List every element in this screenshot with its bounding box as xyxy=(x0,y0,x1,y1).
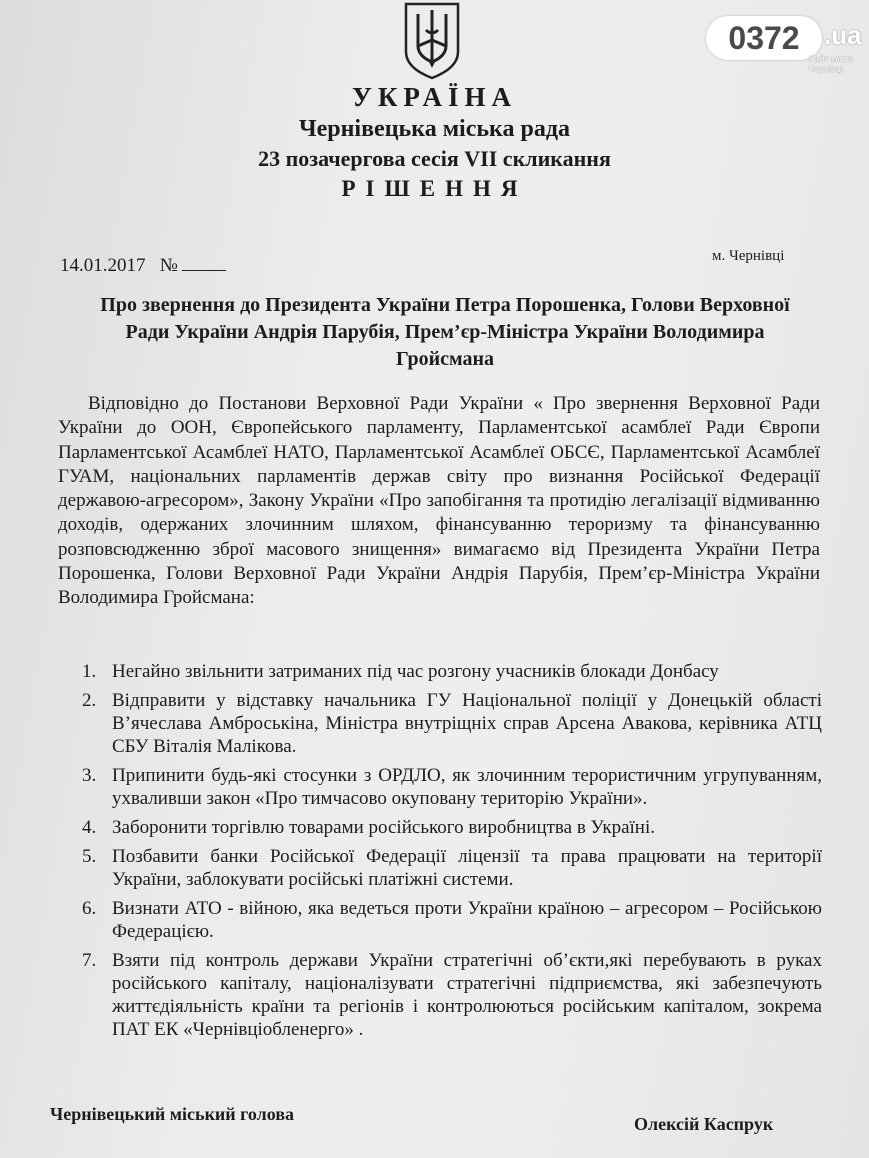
header-council: Чернівецька міська рада xyxy=(298,116,571,142)
header-country: УКРАЇНА xyxy=(352,82,517,112)
decision-city: м. Чернівці xyxy=(712,248,785,264)
header-session: 23 позачергова сесія VII скликання xyxy=(258,146,611,171)
demands-list xyxy=(82,660,822,1047)
demand-text: Позбавити банки Російської Федерації ліцензії та права працювати на території України, заблокувати російські платіжні системи. xyxy=(112,846,822,890)
decision-date: 14.01.2017 xyxy=(60,255,146,276)
demand-item xyxy=(82,689,822,758)
trident-icon xyxy=(396,0,468,80)
watermark-subtitle: Сайт міста Чернівці xyxy=(808,54,853,74)
site-watermark xyxy=(706,16,862,78)
demand-text: Визнати АТО - війною, яка ведеться проти України країною – агресором – Російською Федерацією. xyxy=(112,898,822,942)
signature-name: Олексій Каспрук xyxy=(634,1114,774,1134)
decision-number-blank xyxy=(182,254,226,271)
demand-number: 3. xyxy=(82,765,97,786)
demand-item xyxy=(82,816,822,839)
decision-body: Відповідно до Постанови Верховної Ради України « Про звернення Верховної Ради України до ООН, Європейського парламенту, Парламентської асамблеї Ради Європи Парламентської Асамблеї НАТО, Парламентської Асамблеї ОБСЄ, Парламентської Асамблеї ГУАМ, національних парламентів держав світу про визнання Російської Федерації державою-агресором», Закону України «Про запобігання та протидію легалізації відмиванню доходів, одержаних злочинним шляхом, фінансуванню тероризму та фінансуванню розповсюдженню зброї масового знищення» вимагаємо від Президента України Петра Порошенка, Голови Верховної Ради України Андрія Парубія, Прем’єр-Міністра України Володимира Гройсмана: xyxy=(58,393,820,609)
demand-number: 6. xyxy=(82,898,97,919)
watermark-brand: 0372 xyxy=(706,16,822,60)
demand-text: Взяти під контроль держави України стратегічні об’єкти,які перебувають в руках російського капіталу, націоналізувати стратегічні підприємства, які забезпечують життєдіяльність країни та регіонів і контролюються російським капіталом, зокрема ПАТ ЕК «Чернівціобленерго» . xyxy=(112,950,822,1040)
demand-number: 7. xyxy=(82,950,97,971)
watermark-tld: .ua xyxy=(824,20,862,50)
demand-text: Заборонити торгівлю товарами російського виробництва в Україні. xyxy=(112,817,655,838)
demand-number: 2. xyxy=(82,690,97,711)
demand-number: 4. xyxy=(82,817,97,838)
signature-title: Чернівецький міський голова xyxy=(50,1104,295,1124)
demand-number: 5. xyxy=(82,846,97,867)
demand-item xyxy=(82,845,822,891)
decision-subject: Про звернення до Президента України Петра Порошенка, Голови Верховної Ради України Андрія Парубія, Прем’єр-Міністра України Володимира Гройсмана xyxy=(100,294,790,370)
demand-number: 1. xyxy=(82,661,97,682)
demand-item xyxy=(82,949,822,1041)
demand-text: Припинити будь-які стосунки з ОРДЛО, як злочинним терористичним угрупуванням, ухваливши закон «Про тимчасово окуповану територію України». xyxy=(112,765,822,809)
demand-text: Негайно звільнити затриманих під час розгону учасників блокади Донбасу xyxy=(112,661,719,682)
demand-item xyxy=(82,897,822,943)
decision-date-line xyxy=(60,254,226,277)
decision-number-label: № xyxy=(159,255,178,276)
header-decision: РІШЕННЯ xyxy=(341,176,528,201)
demand-item xyxy=(82,764,822,810)
demand-text: Відправити у відставку начальника ГУ Національної поліції у Донецькій області В’ячеслава Амброськіна, Міністра внутріщніх справ Арсена Авакова, керівника АТЦ СБУ Віталія Малікова. xyxy=(112,690,822,757)
demand-item xyxy=(82,660,822,683)
